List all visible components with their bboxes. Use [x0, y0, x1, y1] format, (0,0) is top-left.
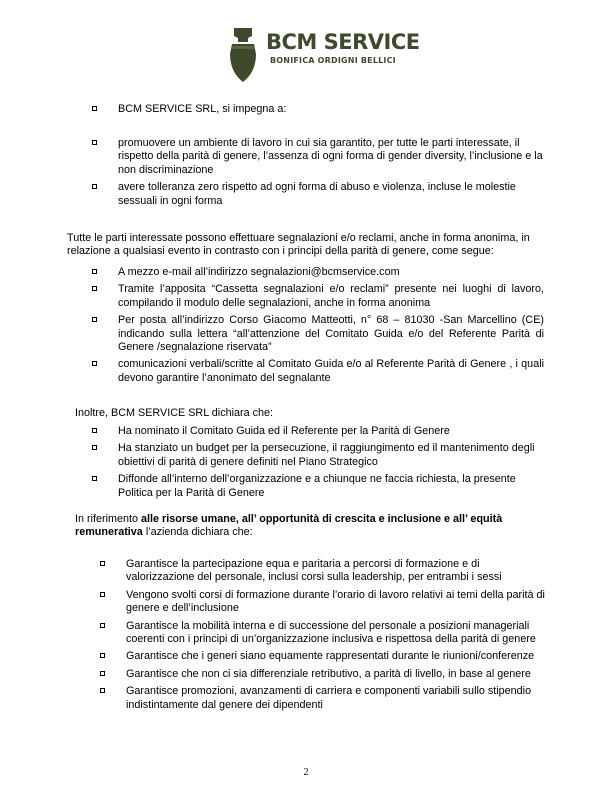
declaration-text: Ha stanziato un budget per la persecuzione, il raggiungimento ed il mantenimento degli obiettivi di parità di genere definiti nel Piano Strategico: [118, 442, 535, 468]
hr-commitment-text: Garantisce che i generi siano equamente rappresentati durante le riunioni/conferenze: [126, 650, 535, 663]
list-item: [100, 589, 545, 616]
page-number: 2: [303, 767, 309, 778]
commitment-intro-block: [92, 103, 542, 116]
commitment-text: avere tolleranza zero rispetto ad ogni forma di abuso e violenza, incluse le molestie sessuali in ogni forma: [118, 181, 516, 207]
square-bullet-icon: [92, 184, 97, 189]
square-bullet-icon: [92, 445, 97, 450]
declares-list: [92, 425, 544, 500]
declaration-text: Diffonde all’interno dell’organizzazione e a chiunque ne faccia richiesta, la presente Politica per la Parità di Genere: [118, 473, 516, 499]
hr-commitment-text: Vengono svolti corsi di formazione durante l’orario di lavoro relativi ai temi della parità di genere e dell’inclusione: [126, 588, 545, 615]
reports-list: [92, 266, 544, 385]
square-bullet-icon: [100, 623, 105, 628]
square-bullet-icon: [92, 106, 97, 111]
report-channel-text: comunicazioni verbali/scritte al Comitato Guida e/o al Referente Parità di Genere , i quali devono garantire l’anonimato del segnalante: [118, 358, 544, 384]
list-item: [92, 473, 544, 500]
list-item: [100, 650, 545, 663]
list-item: [92, 358, 544, 385]
list-item: [100, 558, 545, 585]
square-bullet-icon: [92, 140, 97, 145]
list-item: [92, 137, 544, 177]
reports-paragraph: Tutte le parti interessate possono effettuare segnalazioni e/o reclami, anche in forma anonima, in relazione a qualsiasi evento in contrasto con i principi della parità di genere, come segue:: [67, 232, 530, 258]
company-logo: [220, 26, 420, 84]
list-item: [92, 425, 544, 438]
commitment-text: promuovere un ambiente di lavoro in cui sia garantito, per tutte le parti interessate, il rispetto della parità di genere, l’assenza di ogni forma di gender diversity, l’inclusione e la non discriminazione: [118, 137, 543, 176]
report-channel-text: Tramite l’apposita “Cassetta segnalazioni e/o reclami” presente nei luoghi di lavoro, compilando il modulo delle segnalazioni, anche in forma anonima: [118, 283, 544, 309]
list-item: [92, 266, 544, 279]
hr-commitment-text: Garantisce la partecipazione equa e paritaria a percorsi di formazione e di valorizzazione del personale, inclusi corsi sulla leadership, per entrambi i sessi: [126, 558, 502, 584]
square-bullet-icon: [100, 671, 105, 676]
square-bullet-icon: [92, 476, 97, 481]
hr-emphasis: alle risorse umane, all’ opportunità di crescita e inclusione e all’ equità remunerativa: [75, 513, 503, 539]
list-item: [100, 620, 545, 647]
list-item: [92, 283, 544, 310]
hr-suffix: l’azienda dichiara che:: [142, 526, 253, 539]
declaration-text: Ha nominato il Comitato Guida ed il Referente per la Parità di Genere: [118, 425, 450, 437]
commitment-intro: BCM SERVICE SRL, si impegna a:: [118, 103, 287, 115]
report-channel-text: Per posta all’indirizzo Corso Giacomo Matteotti, n° 68 – 81030 -San Marcellino (CE) indicando sulla lettera “all’attenzione del Comitato Guida e/o del Referente Parità di Genere /segnalazione riservata”: [118, 314, 544, 354]
logo-tagline: BONIFICA ORDIGNI BELLICI: [270, 56, 396, 65]
square-bullet-icon: [92, 269, 97, 274]
square-bullet-icon: [100, 653, 105, 658]
hr-commitment-text: Garantisce promozioni, avanzamenti di carriera e componenti variabili sullo stipendio indistintamente dal genere dei dipendenti: [126, 685, 532, 711]
square-bullet-icon: [92, 361, 97, 366]
hr-commitment-text: Garantisce la mobilità interna e di successione del personale a posizioni manageriali coerenti con i principi di un’organizzazione inclusiva e rispettosa della parità di genere: [126, 619, 536, 646]
square-bullet-icon: [100, 561, 105, 566]
list-item: [100, 685, 545, 712]
square-bullet-icon: [92, 428, 97, 433]
square-bullet-icon: [100, 592, 105, 597]
list-item: [92, 442, 544, 469]
logo-brand: BCM SERVICE: [266, 30, 420, 54]
hr-commitment-text: Garantisce che non ci sia differenziale retributivo, a parità di livello, in base al genere: [126, 667, 531, 680]
list-item: [92, 181, 544, 208]
logo-text: [266, 30, 420, 66]
square-bullet-icon: [92, 317, 97, 322]
hr-prefix: In riferimento: [75, 513, 142, 525]
square-bullet-icon: [92, 286, 97, 291]
list-item: [92, 103, 542, 116]
square-bullet-icon: [100, 688, 105, 693]
hr-list: [100, 558, 545, 712]
bomb-icon: [220, 26, 266, 84]
commitments-list: [92, 137, 544, 208]
hr-paragraph: [75, 513, 520, 540]
list-item: [92, 314, 544, 354]
list-item: [100, 668, 545, 681]
declares-heading: Inoltre, BCM SERVICE SRL dichiara che:: [75, 407, 274, 419]
report-channel-text: A mezzo e-mail all’indirizzo segnalazioni@bcmservice.com: [118, 266, 400, 278]
